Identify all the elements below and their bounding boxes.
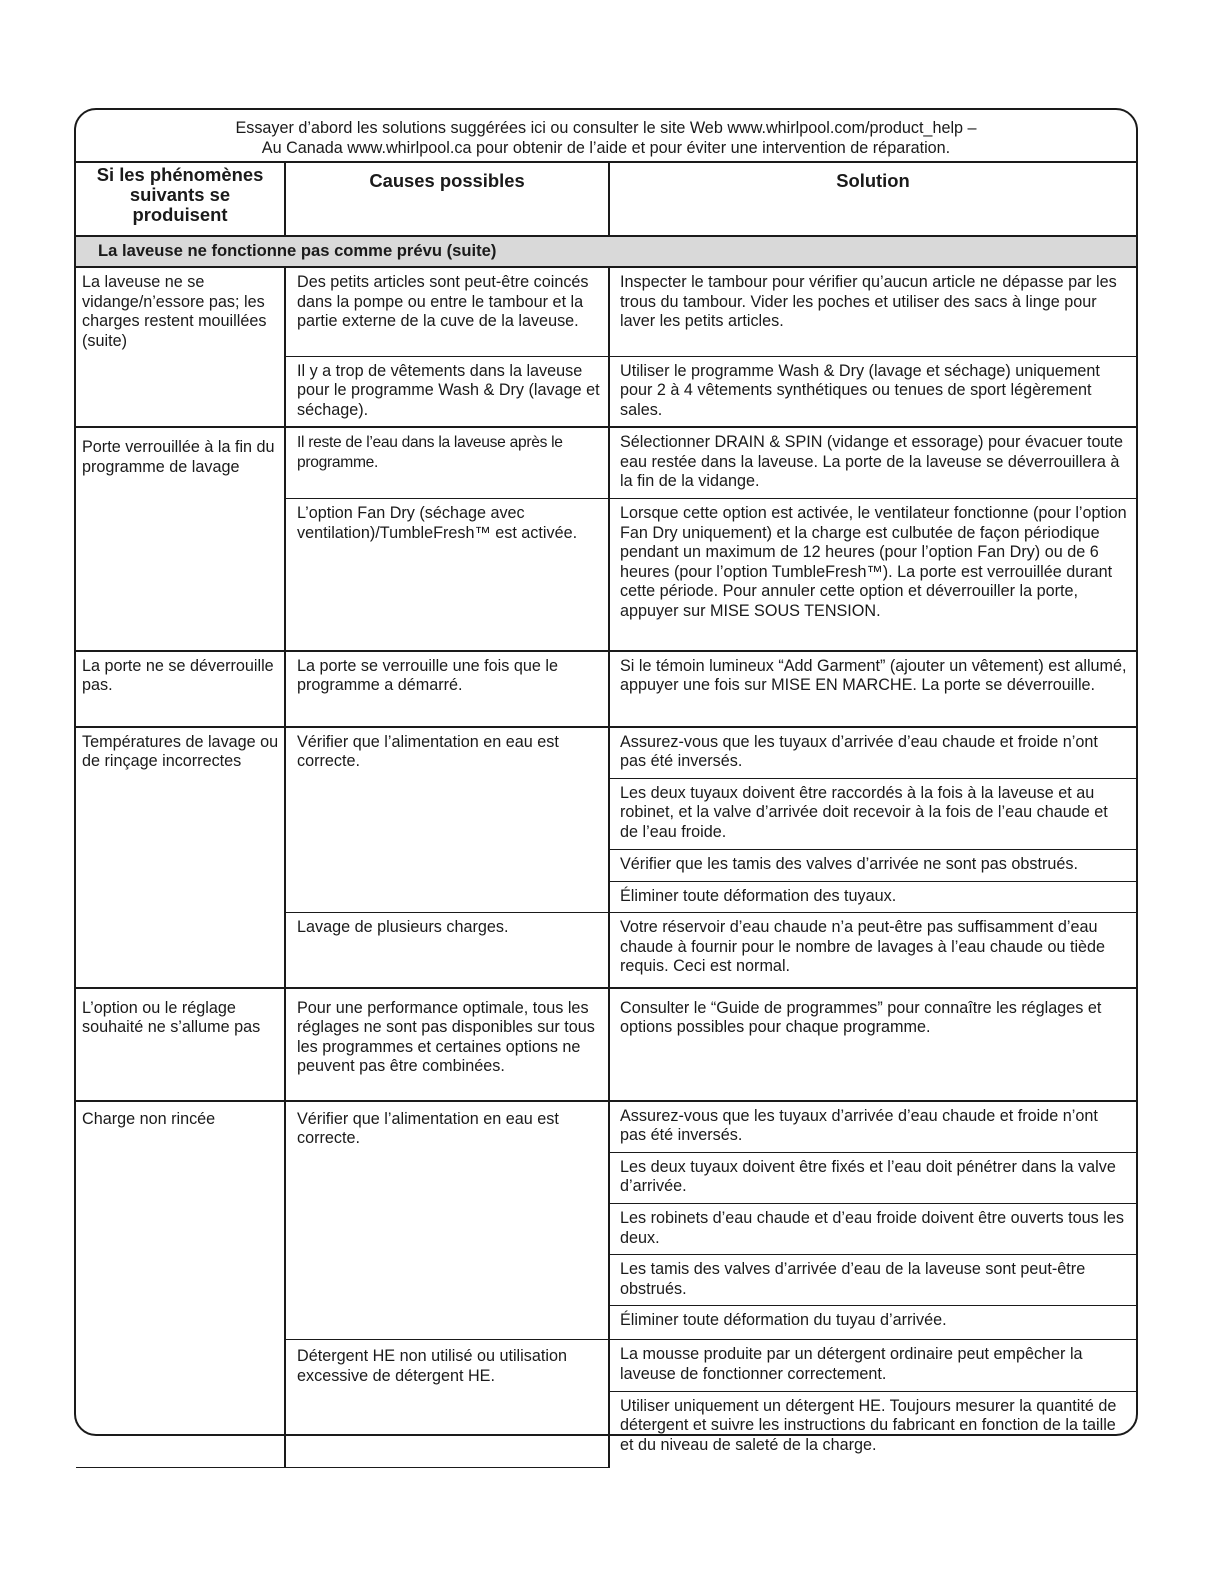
intro-line-1: Essayer d’abord les solutions suggérées ici ou consulter le site Web www.whirlpool.com/product_help – — [235, 119, 977, 137]
header-causes: Causes possibles — [285, 163, 609, 236]
intro-note — [76, 110, 1136, 163]
solution-cell: Les robinets d’eau chaude et d’eau froide doivent être ouverts tous les deux. — [609, 1204, 1136, 1255]
table-row — [76, 427, 1136, 498]
table-row — [76, 651, 1136, 727]
header-problem: Si les phénomènes suivants se produisent — [76, 163, 285, 236]
solution-cell: Les deux tuyaux doivent être fixés et l’eau doit pénétrer dans la valve d’arrivée. — [609, 1152, 1136, 1203]
table-row — [76, 1101, 1136, 1153]
troubleshooting-table — [76, 163, 1136, 1468]
header-solution: Solution — [609, 163, 1136, 236]
intro-line-2: Au Canada www.whirlpool.ca pour obtenir de l’aide et pour éviter une intervention de réparation. — [261, 138, 951, 157]
section-row — [76, 236, 1136, 267]
solution-cell: Inspecter le tambour pour vérifier qu’aucun article ne dépasse par les trous du tambour. Vider les poches et utiliser des sacs à linge pour laver les petits articles. — [609, 267, 1136, 356]
cause-cell: Lavage de plusieurs charges. — [285, 913, 609, 988]
cause-cell: Vérifier que l’alimentation en eau est correcte. — [285, 727, 609, 913]
solution-cell: Assurez-vous que les tuyaux d’arrivée d’eau chaude et froide n’ont pas été inversés. — [609, 727, 1136, 779]
table-row — [76, 727, 1136, 779]
solution-cell: Éliminer toute déformation du tuyau d’arrivée. — [609, 1306, 1136, 1340]
cause-cell: Vérifier que l’alimentation en eau est correcte. — [285, 1101, 609, 1340]
solution-cell: Éliminer toute déformation des tuyaux. — [609, 881, 1136, 913]
solution-cell: La mousse produite par un détergent ordinaire peut empêcher la laveuse de fonctionner correctement. — [609, 1340, 1136, 1391]
problem-cell: Températures de lavage ou de rinçage incorrectes — [76, 727, 285, 988]
solution-cell: Les deux tuyaux doivent être raccordés à la fois à la laveuse et au robinet, et la valve d’arrivée doit recevoir à la fois de l’eau chaude et de l’eau froide. — [609, 778, 1136, 849]
problem-cell: Charge non rincée — [76, 1101, 285, 1467]
section-title: La laveuse ne fonctionne pas comme prévu (suite) — [76, 236, 1136, 267]
solution-cell: Les tamis des valves d’arrivée d’eau de la laveuse sont peut-être obstrués. — [609, 1255, 1136, 1306]
cause-cell: Détergent HE non utilisé ou utilisation excessive de détergent HE. — [285, 1340, 609, 1467]
table-row — [76, 988, 1136, 1101]
problem-cell: L’option ou le réglage souhaité ne s’allume pas — [76, 988, 285, 1101]
cause-cell: L’option Fan Dry (séchage avec ventilation)/TumbleFresh™ est activée. — [285, 499, 609, 651]
header-row — [76, 163, 1136, 236]
solution-cell: Sélectionner DRAIN & SPIN (vidange et essorage) pour évacuer toute eau restée dans la laveuse. La porte de la laveuse se déverrouillera à la fin de la vidange. — [609, 427, 1136, 498]
cause-cell: Pour une performance optimale, tous les réglages ne sont pas disponibles sur tous les programmes et certaines options ne peuvent pas être combinées. — [285, 988, 609, 1101]
cause-cell: Il y a trop de vêtements dans la laveuse pour le programme Wash & Dry (lavage et séchage). — [285, 356, 609, 427]
solution-cell: Lorsque cette option est activée, le ventilateur fonctionne (pour l’option Fan Dry uniquement) et la charge est culbutée de façon périodique pendant un maximum de 12 heures (pour l’option Fan Dry) ou de 6 heures (pour l’option TumbleFresh™). La porte est verrouillée durant cette période. Pour annuler cette option et déverrouiller la porte, appuyer sur MISE SOUS TENSION. — [609, 499, 1136, 651]
solution-cell: Si le témoin lumineux “Add Garment” (ajouter un vêtement) est allumé, appuyer une fois sur MISE EN MARCHE. La porte se déverrouille. — [609, 651, 1136, 727]
solution-cell: Consulter le “Guide de programmes” pour connaître les réglages et options possibles pour chaque programme. — [609, 988, 1136, 1101]
cause-cell: La porte se verrouille une fois que le programme a démarré. — [285, 651, 609, 727]
solution-cell: Assurez-vous que les tuyaux d’arrivée d’eau chaude et froide n’ont pas été inversés. — [609, 1101, 1136, 1153]
problem-cell: Porte verrouillée à la fin du programme de lavage — [76, 427, 285, 650]
table-row — [76, 267, 1136, 356]
cause-cell: Des petits articles sont peut-être coincés dans la pompe ou entre le tambour et la partie externe de la cuve de la laveuse. — [285, 267, 609, 356]
solution-cell: Votre réservoir d’eau chaude n’a peut-être pas suffisamment d’eau chaude à fournir pour le nombre de lavages à l’eau chaude ou tiède requis. Ceci est normal. — [609, 913, 1136, 988]
solution-cell: Vérifier que les tamis des valves d’arrivée ne sont pas obstrués. — [609, 849, 1136, 881]
troubleshooting-table-frame — [74, 108, 1138, 1454]
problem-cell: La laveuse ne se vidange/n’essore pas; les charges restent mouillées (suite) — [76, 267, 285, 427]
solution-cell: Utiliser le programme Wash & Dry (lavage et séchage) uniquement pour 2 à 4 vêtements synthétiques ou tenues de sport légèrement sales. — [609, 356, 1136, 427]
problem-cell: La porte ne se déverrouille pas. — [76, 651, 285, 727]
solution-cell: Utiliser uniquement un détergent HE. Toujours mesurer la quantité de détergent et suivre les instructions du fabricant en fonction de la taille et du niveau de saleté de la charge. — [609, 1391, 1136, 1467]
cause-cell: Il reste de l’eau dans la laveuse après le programme. — [285, 427, 609, 498]
